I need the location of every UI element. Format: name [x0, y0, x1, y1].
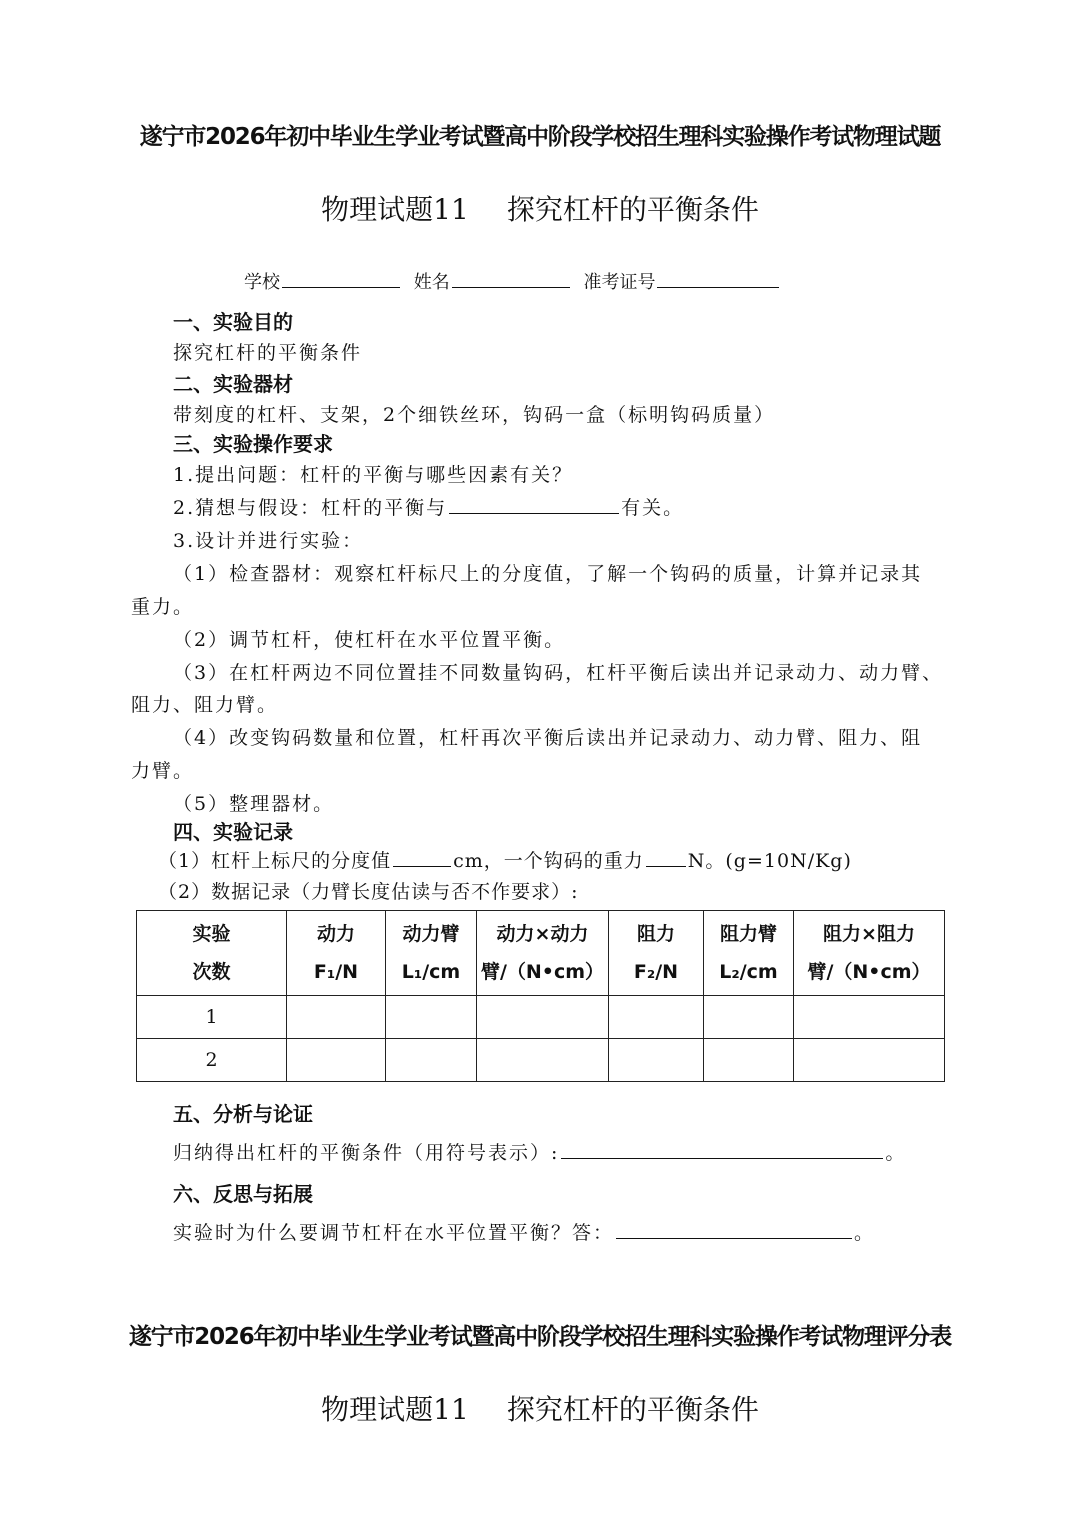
record-1-prefix: （1）杠杆上标尺的分度值 — [158, 850, 392, 872]
procedure-5: （5）整理器材。 — [173, 793, 335, 815]
table-row — [137, 996, 945, 1039]
header-load-product: 阻力×阻力 臂/（N•cm） — [794, 911, 945, 996]
procedure-1-line-1: （1）检查器材：观察杠杆标尺上的分度值，了解一个钩码的质量，计算并记录其 — [173, 563, 923, 585]
division-value-blank[interactable] — [393, 865, 451, 867]
procedure-4-line-2: 力臂。 — [131, 760, 195, 782]
procedure-3-line-2: 阻力、阻力臂。 — [131, 694, 279, 716]
section-1-text: 探究杠杆的平衡条件 — [173, 342, 363, 364]
record-1-middle: cm，一个钩码的重力 — [453, 850, 644, 872]
hypothesis-blank[interactable] — [449, 512, 619, 514]
question-2 — [173, 493, 684, 520]
exam-id-label: 准考证号 — [583, 272, 656, 293]
section-1-heading: 一、实验目的 — [173, 310, 293, 334]
header-load-arm: 阻力臂 L₂/cm — [704, 911, 794, 996]
procedure-3-line-1: （3）在杠杆两边不同位置挂不同数量钩码，杠杆平衡后读出并记录动力、动力臂、 — [173, 662, 944, 684]
table-cell[interactable] — [477, 1039, 609, 1082]
header-effort-arm: 动力臂 L₁/cm — [386, 911, 477, 996]
section-4-heading: 四、实验记录 — [173, 820, 293, 844]
section-5-text — [173, 1138, 906, 1165]
table-cell[interactable] — [704, 996, 794, 1039]
school-label: 学校 — [244, 272, 280, 293]
record-1-suffix: N。(g=10N/Kg) — [687, 850, 852, 872]
header-effort: 动力 F₁/N — [287, 911, 386, 996]
name-blank[interactable] — [452, 286, 570, 288]
section-6-text — [173, 1218, 875, 1245]
header-load: 阻力 F₂/N — [609, 911, 704, 996]
section-2-heading: 二、实验器材 — [173, 372, 293, 396]
table-cell[interactable] — [386, 996, 477, 1039]
section-2-text: 带刻度的杠杆、支架，2个细铁丝环，钩码一盒（标明钩码质量） — [173, 404, 776, 426]
table-cell[interactable] — [287, 996, 386, 1039]
table-cell[interactable] — [287, 1039, 386, 1082]
question-1: 1.提出问题：杠杆的平衡与哪些因素有关？ — [173, 464, 574, 486]
scoring-sheet-title: 遂宁市2026年初中毕业生学业考试暨高中阶段学校招生理科实验操作考试物理评分表 — [128, 1324, 952, 1350]
conclusion-prompt: 归纳得出杠杆的平衡条件（用符号表示）: — [173, 1142, 560, 1164]
student-info-line — [244, 268, 781, 294]
section-5-heading: 五、分析与论证 — [173, 1102, 313, 1126]
header-trial: 实验 次数 — [137, 911, 287, 996]
reflection-prompt: 实验时为什么要调节杠杆在水平位置平衡？答： — [173, 1222, 615, 1244]
table-cell[interactable] — [609, 1039, 704, 1082]
record-1 — [158, 846, 852, 873]
conclusion-period: 。 — [885, 1142, 907, 1164]
test-number: 物理试题11 — [321, 193, 469, 226]
name-label: 姓名 — [413, 272, 450, 293]
table-cell[interactable] — [794, 996, 945, 1039]
procedure-4-line-1: （4）改变钩码数量和位置，杠杆再次平衡后读出并记录动力、动力臂、阻力、阻 — [173, 727, 923, 749]
question-2-prefix: 2.猜想与假设：杠杆的平衡与 — [173, 497, 448, 519]
section-6-heading: 六、反思与拓展 — [173, 1182, 313, 1206]
reflection-blank[interactable] — [616, 1237, 852, 1239]
scoring-test-topic: 探究杠杆的平衡条件 — [506, 1393, 759, 1426]
table-cell[interactable] — [794, 1039, 945, 1082]
school-blank[interactable] — [282, 286, 400, 288]
procedure-1-line-2: 重力。 — [131, 596, 195, 618]
section-3-heading: 三、实验操作要求 — [173, 432, 333, 456]
trial-number: 1 — [137, 996, 287, 1039]
table-row — [137, 1039, 945, 1082]
question-3: 3.设计并进行实验： — [173, 530, 364, 552]
scoring-sheet-subtitle — [0, 1388, 1080, 1428]
conclusion-blank[interactable] — [561, 1157, 883, 1159]
data-record-table — [136, 910, 945, 1082]
table-header-row — [137, 911, 945, 996]
exam-id-blank[interactable] — [657, 286, 779, 288]
page-subtitle — [0, 188, 1080, 228]
reflection-period: 。 — [854, 1222, 876, 1244]
header-effort-product: 动力×动力 臂/（N•cm） — [477, 911, 609, 996]
trial-number: 2 — [137, 1039, 287, 1082]
weight-blank[interactable] — [646, 865, 686, 867]
question-2-suffix: 有关。 — [621, 497, 685, 519]
procedure-2: （2）调节杠杆，使杠杆在水平位置平衡。 — [173, 629, 566, 651]
page-title: 遂宁市2026年初中毕业生学业考试暨高中阶段学校招生理科实验操作考试物理试题 — [139, 124, 941, 150]
record-2: （2）数据记录（力臂长度估读与否不作要求）: — [158, 881, 579, 903]
scoring-test-number: 物理试题11 — [321, 1393, 469, 1426]
table-cell[interactable] — [609, 996, 704, 1039]
test-topic: 探究杠杆的平衡条件 — [506, 193, 759, 226]
table-cell[interactable] — [477, 996, 609, 1039]
table-cell[interactable] — [704, 1039, 794, 1082]
table-cell[interactable] — [386, 1039, 477, 1082]
